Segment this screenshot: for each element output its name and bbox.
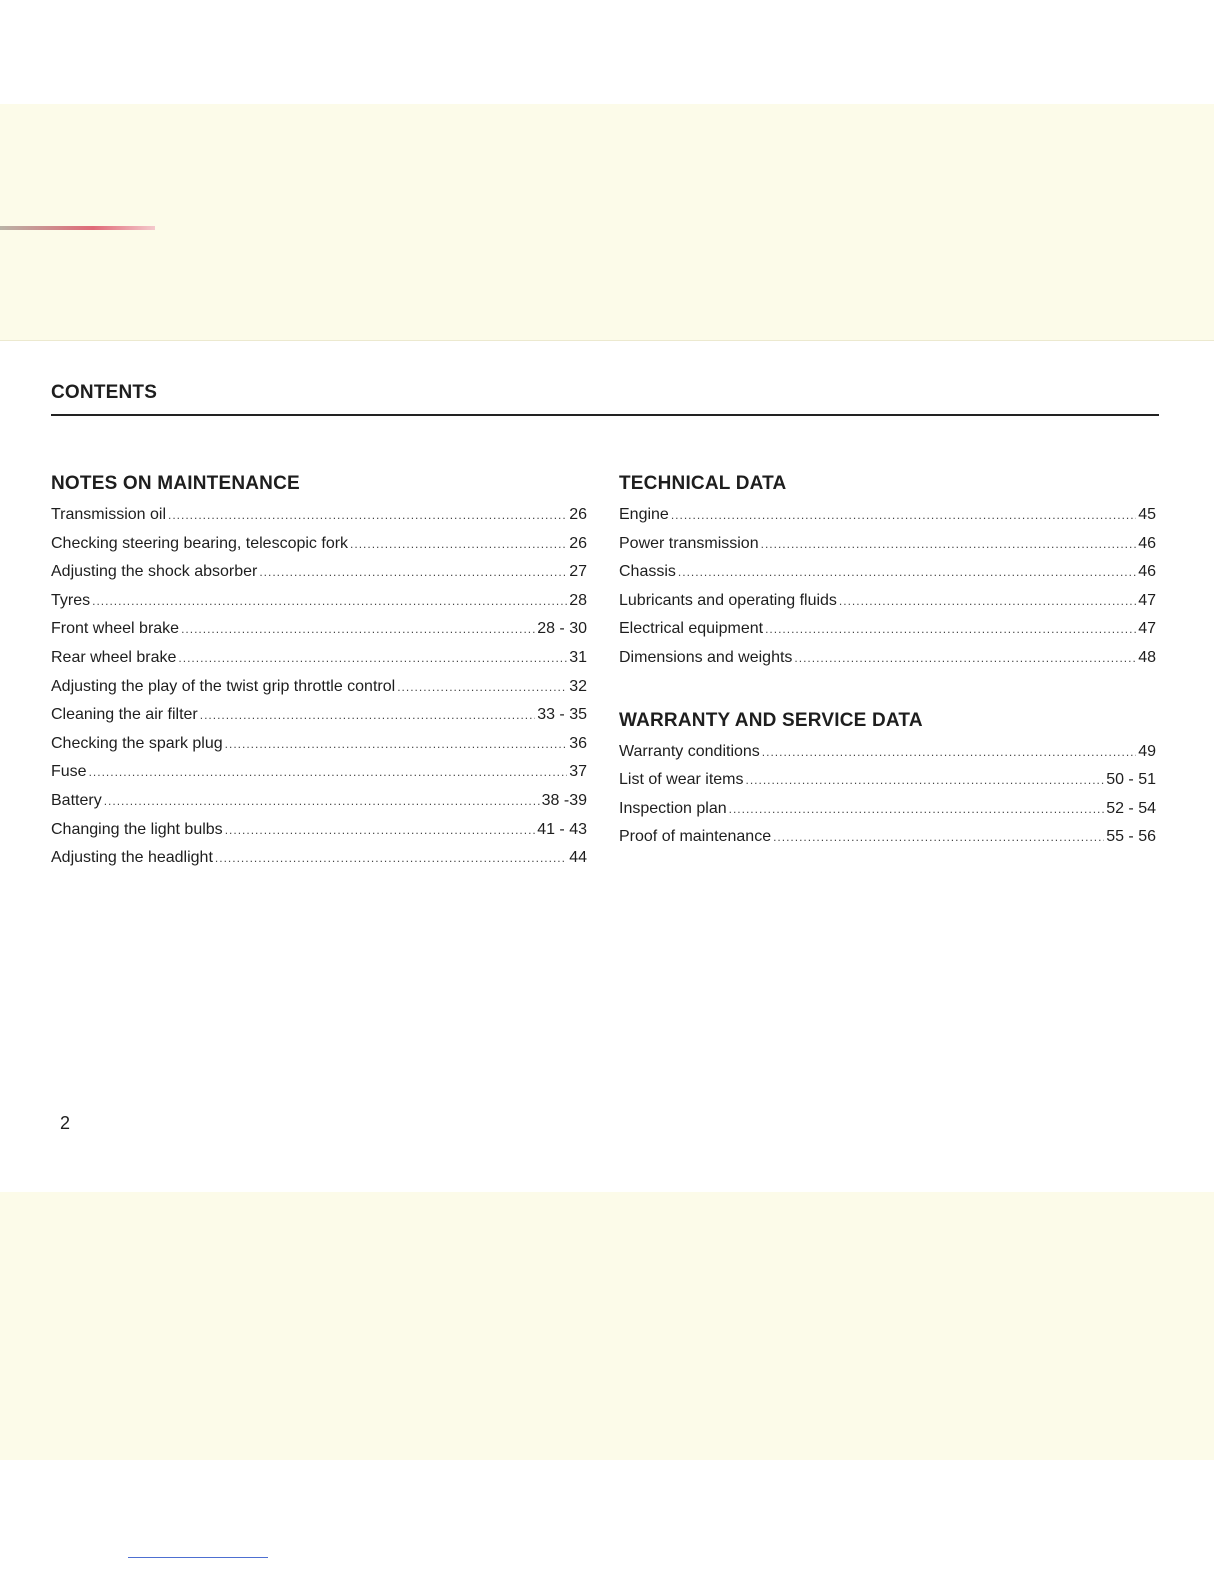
toc-entry: [619, 615, 1156, 644]
dot-leader: [794, 644, 1136, 673]
toc-entry-page: 41 - 43: [537, 820, 587, 838]
dot-leader: [92, 587, 567, 616]
dot-leader: [181, 615, 535, 644]
toc-entry-label: Inspection plan: [619, 799, 727, 817]
toc-list-warranty: [619, 738, 1156, 852]
dot-leader: [678, 558, 1136, 587]
dot-leader: [225, 730, 568, 759]
title-divider: [51, 414, 1159, 416]
toc-entry-label: Adjusting the play of the twist grip throttle control: [51, 677, 396, 695]
dot-leader: [397, 673, 567, 702]
top-cream-band: [0, 104, 1214, 341]
toc-entry-label: Warranty conditions: [619, 742, 760, 760]
toc-entry: [619, 501, 1156, 530]
toc-entry: [51, 730, 587, 759]
toc-entry: [51, 615, 587, 644]
toc-entry-page: 47: [1138, 591, 1156, 609]
toc-entry-page: 44: [569, 849, 587, 867]
toc-entry-label: Cleaning the air filter: [51, 706, 198, 724]
toc-entry-page: 45: [1138, 506, 1156, 523]
toc-entry-label: List of wear items: [619, 771, 744, 789]
toc-list-technical: [619, 501, 1156, 673]
toc-entry-page: 33 - 35: [537, 706, 587, 724]
toc-entry-label: Rear wheel brake: [51, 648, 177, 666]
section-heading-technical: TECHNICAL DATA: [619, 473, 787, 494]
toc-entry-label: Chassis: [619, 563, 676, 581]
toc-entry-page: 26: [569, 534, 587, 552]
page-title: CONTENTS: [51, 382, 158, 403]
toc-entry: [51, 673, 587, 702]
dot-leader: [89, 758, 568, 787]
dot-leader: [168, 501, 567, 530]
toc-entry: [619, 558, 1156, 587]
left-column: [51, 472, 587, 873]
toc-entry-label: Dimensions and weights: [619, 648, 793, 666]
dot-leader: [762, 738, 1136, 767]
dot-leader: [178, 644, 567, 673]
toc-entry-label: Power transmission: [619, 534, 759, 552]
dot-leader: [200, 701, 535, 730]
toc-entry-page: 32: [569, 677, 587, 695]
right-column: [619, 472, 1156, 852]
toc-entry: [619, 587, 1156, 616]
toc-entry-label: Proof of maintenance: [619, 828, 772, 846]
dot-leader: [745, 766, 1104, 795]
dot-leader: [350, 530, 567, 559]
toc-entry: [619, 644, 1156, 673]
toc-entry: [619, 530, 1156, 559]
toc-entry-label: Changing the light bulbs: [51, 820, 223, 838]
toc-entry-label: Adjusting the headlight: [51, 849, 213, 867]
toc-entry-page: 28 - 30: [537, 620, 587, 638]
toc-entry-page: 27: [569, 563, 587, 581]
toc-entry: [51, 501, 587, 530]
toc-entry: [51, 587, 587, 616]
toc-entry: [51, 816, 587, 845]
toc-entry-label: Battery: [51, 791, 102, 809]
toc-entry-label: Electrical equipment: [619, 620, 764, 638]
dot-leader: [104, 787, 540, 816]
toc-entry-label: Checking steering bearing, telescopic fork: [51, 534, 349, 552]
toc-entry-page: 28: [569, 591, 587, 609]
toc-entry-label: Engine: [619, 506, 669, 523]
toc-entry: [51, 701, 587, 730]
edge-mark: [0, 226, 155, 230]
dot-leader: [773, 823, 1104, 852]
toc-entry-page: 49: [1138, 742, 1156, 760]
page-number: 2: [60, 1113, 71, 1133]
dot-leader: [765, 615, 1136, 644]
toc-entry: [619, 795, 1156, 824]
toc-entry-page: 26: [569, 506, 587, 523]
bottom-cream-band: [0, 1192, 1214, 1460]
dot-leader: [225, 816, 536, 845]
section-heading-maintenance: NOTES ON MAINTENANCE: [51, 473, 300, 494]
toc-entry: [619, 823, 1156, 852]
toc-entry: [619, 738, 1156, 767]
toc-entry-label: Lubricants and operating fluids: [619, 591, 837, 609]
toc-entry-page: 38 -39: [541, 791, 587, 809]
section-spacer: [619, 673, 1156, 709]
dot-leader: [761, 530, 1137, 559]
toc-entry-page: 48: [1138, 648, 1156, 666]
toc-entry: [51, 844, 587, 873]
toc-entry-label: Fuse: [51, 763, 87, 781]
toc-entry-page: 37: [569, 763, 587, 781]
toc-entry-page: 50 - 51: [1106, 771, 1156, 789]
dot-leader: [671, 501, 1136, 530]
toc-entry-page: 55 - 56: [1106, 828, 1156, 846]
toc-entry-page: 31: [569, 648, 587, 666]
toc-entry-label: Checking the spark plug: [51, 734, 223, 752]
toc-entry-label: Transmission oil: [51, 506, 166, 523]
toc-entry: [51, 558, 587, 587]
dot-leader: [215, 844, 567, 873]
toc-entry-page: 46: [1138, 563, 1156, 581]
bottom-rule: [128, 1557, 268, 1558]
toc-list-maintenance: [51, 501, 587, 873]
toc-entry-label: Front wheel brake: [51, 620, 180, 638]
toc-entry: [51, 530, 587, 559]
dot-leader: [839, 587, 1136, 616]
section-heading-warranty: WARRANTY AND SERVICE DATA: [619, 709, 923, 731]
toc-entry-label: Adjusting the shock absorber: [51, 563, 258, 581]
toc-entry: [51, 787, 587, 816]
toc-entry: [619, 766, 1156, 795]
toc-entry-label: Tyres: [51, 591, 91, 609]
toc-entry-page: 52 - 54: [1106, 799, 1156, 817]
toc-entry-page: 46: [1138, 534, 1156, 552]
toc-entry: [51, 644, 587, 673]
dot-leader: [729, 795, 1105, 824]
dot-leader: [259, 558, 567, 587]
toc-entry-page: 47: [1138, 620, 1156, 638]
toc-entry: [51, 758, 587, 787]
toc-entry-page: 36: [569, 734, 587, 752]
